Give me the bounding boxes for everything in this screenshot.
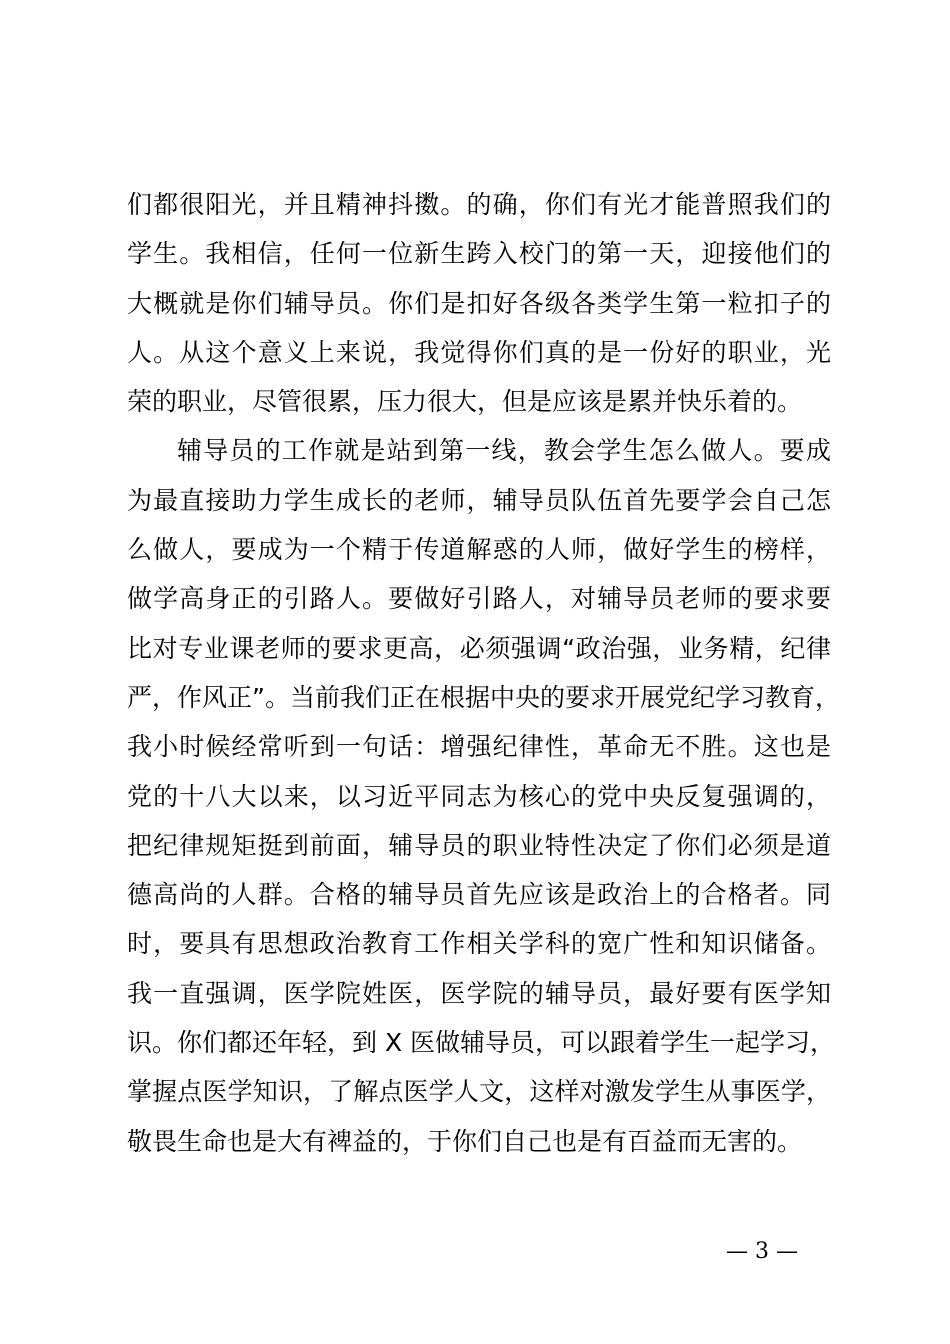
text-line: 为最直接助力学生成长的老师，辅导员队伍首先要学会自己怎 [127, 485, 831, 515]
text-line: 么做人，要成为一个精于传道解惑的人师，做好学生的榜样， [127, 535, 831, 565]
text-line: 我一直强调，医学院姓医，医学院的辅导员，最好要有医学知 [127, 978, 831, 1008]
text-line: 学生。我相信，任何一位新生跨入校门的第一天，迎接他们的 [127, 239, 831, 269]
text-line: 掌握点医学知识，了解点医学人文，这样对激发学生从事医学， [127, 1077, 831, 1107]
body-text [127, 180, 867, 1166]
paragraph-first-line: 辅导员的工作就是站到第一线，教会学生怎么做人。要成 [177, 436, 831, 466]
text-line: 们都很阳光，并且精神抖擞。的确，你们有光才能普照我们的 [127, 190, 831, 219]
text-line: 识。你们都还年轻，到 X 医做辅导员，可以跟着学生一起学习， [127, 1028, 836, 1058]
page-number: — 3 — [726, 1239, 798, 1264]
text-line: 德高尚的人群。合格的辅导员首先应该是政治上的合格者。同 [127, 880, 831, 910]
text-line: 把纪律规矩挺到前面，辅导员的职业特性决定了你们必须是道 [127, 830, 831, 860]
text-line: 敬畏生命也是大有裨益的，于你们自己也是有百益而无害的。 [127, 1126, 803, 1156]
text-line: 大概就是你们辅导员。你们是扣好各级各类学生第一粒扣子的 [127, 288, 831, 318]
text-line: 时，要具有思想政治教育工作相关学科的宽广性和知识储备。 [127, 929, 831, 959]
text-line: 荣的职业，尽管很累，压力很大，但是应该是累并快乐着的。 [127, 387, 803, 417]
text-line: 我小时候经常听到一句话：增强纪律性，革命无不胜。这也是 [127, 732, 831, 762]
text-line: 做学高身正的引路人。要做好引路人，对辅导员老师的要求要 [127, 584, 831, 614]
text-line: 党的十八大以来，以习近平同志为核心的党中央反复强调的， [127, 781, 831, 811]
text-line: 严，作风正”。当前我们正在根据中央的要求开展党纪学习教育， [127, 682, 840, 712]
text-line: 比对专业课老师的要求更高，必须强调“政治强，业务精，纪律 [127, 633, 831, 663]
text-line: 人。从这个意义上来说，我觉得你们真的是一份好的职业，光 [127, 337, 831, 367]
